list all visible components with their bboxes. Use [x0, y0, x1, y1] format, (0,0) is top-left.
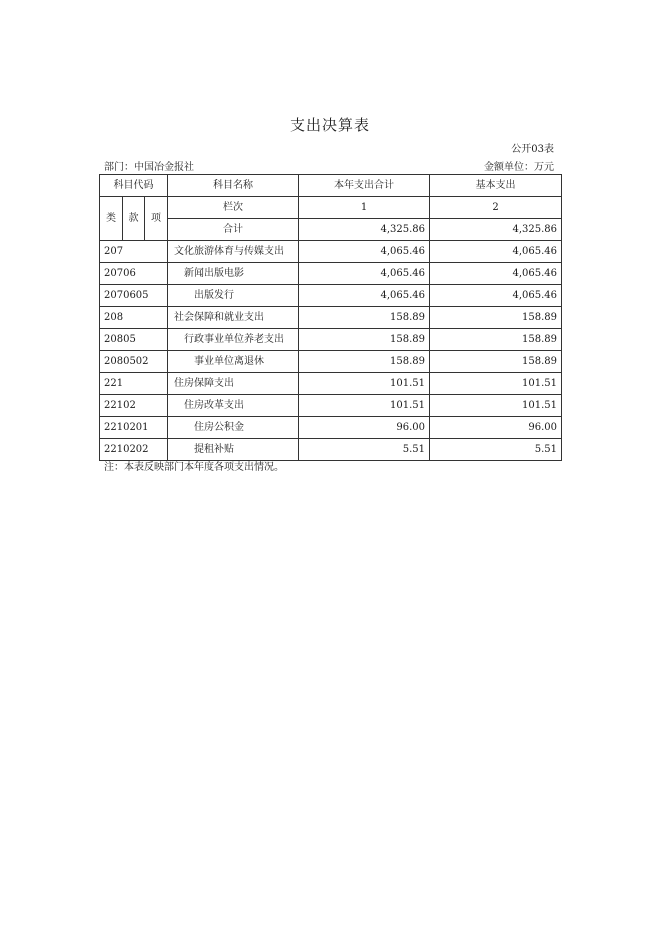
subject-code-cell: 20805: [100, 329, 168, 351]
header-basic-expense: 基本支出: [430, 175, 562, 197]
table-row: [100, 329, 562, 351]
subject-name-cell: 新闻出版电影: [168, 263, 299, 285]
total-expense-cell: 101.51: [299, 373, 430, 395]
total-label: 合计: [168, 219, 299, 241]
header-col1: 1: [299, 197, 430, 219]
total-expense-cell: 101.51: [299, 395, 430, 417]
table-row: [100, 307, 562, 329]
header-subject-name: 科目名称: [168, 175, 299, 197]
header-total-expense: 本年支出合计: [299, 175, 430, 197]
subject-name-cell: 出版发行: [168, 285, 299, 307]
department-label: 部门：中国冶金报社: [104, 162, 194, 173]
subject-code-cell: 22102: [100, 395, 168, 417]
header-subject-code: 科目代码: [100, 175, 168, 197]
table-row: [100, 285, 562, 307]
basic-expense-cell: 5.51: [430, 439, 562, 461]
basic-expense-cell: 158.89: [430, 307, 562, 329]
subject-code-cell: 2080502: [100, 351, 168, 373]
basic-expense-cell: 158.89: [430, 351, 562, 373]
subject-code-cell: 2210201: [100, 417, 168, 439]
header-xiang: 项: [145, 197, 168, 241]
basic-expense-cell: 4,065.46: [430, 241, 562, 263]
subject-code-cell: 208: [100, 307, 168, 329]
table-row: [100, 417, 562, 439]
basic-expense-cell: 4,065.46: [430, 263, 562, 285]
page-title: 支出决算表: [289, 116, 370, 134]
subject-code-cell: 2210202: [100, 439, 168, 461]
basic-expense-cell: 101.51: [430, 373, 562, 395]
header-col2: 2: [430, 197, 562, 219]
total-expense-cell: 158.89: [299, 329, 430, 351]
total-expense-cell: 4,065.46: [299, 263, 430, 285]
table-row: [100, 241, 562, 263]
subject-name-cell: 住房公积金: [168, 417, 299, 439]
subject-name-cell: 住房改革支出: [168, 395, 299, 417]
amount-unit-label: 金额单位：万元: [484, 162, 554, 173]
table-row: [100, 263, 562, 285]
subject-code-cell: 221: [100, 373, 168, 395]
basic-expense-cell: 96.00: [430, 417, 562, 439]
subject-name-cell: 事业单位离退休: [168, 351, 299, 373]
header-row: [100, 175, 562, 197]
header-lei: 类: [100, 197, 123, 241]
total-expense-cell: 4,065.46: [299, 285, 430, 307]
subject-code-cell: 207: [100, 241, 168, 263]
expense-table: [99, 174, 562, 461]
table-row: [100, 373, 562, 395]
total-expense-cell: 4,065.46: [299, 241, 430, 263]
subject-name-cell: 住房保障支出: [168, 373, 299, 395]
total-expense-value: 4,325.86: [299, 219, 430, 241]
column-number-row: [100, 197, 562, 219]
total-row: [100, 219, 562, 241]
subject-code-cell: 2070605: [100, 285, 168, 307]
basic-expense-cell: 158.89: [430, 329, 562, 351]
total-basic-value: 4,325.86: [430, 219, 562, 241]
form-number: 公开03表: [511, 144, 554, 155]
basic-expense-cell: 101.51: [430, 395, 562, 417]
header-kuan: 款: [123, 197, 145, 241]
table-note: 注：本表反映部门本年度各项支出情况。: [104, 462, 284, 473]
table-row: [100, 395, 562, 417]
subject-name-cell: 行政事业单位养老支出: [168, 329, 299, 351]
basic-expense-cell: 4,065.46: [430, 285, 562, 307]
total-expense-cell: 158.89: [299, 351, 430, 373]
subject-name-cell: 社会保障和就业支出: [168, 307, 299, 329]
header-column-no: 栏次: [168, 197, 299, 219]
subject-code-cell: 20706: [100, 263, 168, 285]
total-expense-cell: 96.00: [299, 417, 430, 439]
total-expense-cell: 5.51: [299, 439, 430, 461]
subject-name-cell: 文化旅游体育与传媒支出: [168, 241, 299, 263]
total-expense-cell: 158.89: [299, 307, 430, 329]
subject-name-cell: 提租补贴: [168, 439, 299, 461]
table-row: [100, 351, 562, 373]
